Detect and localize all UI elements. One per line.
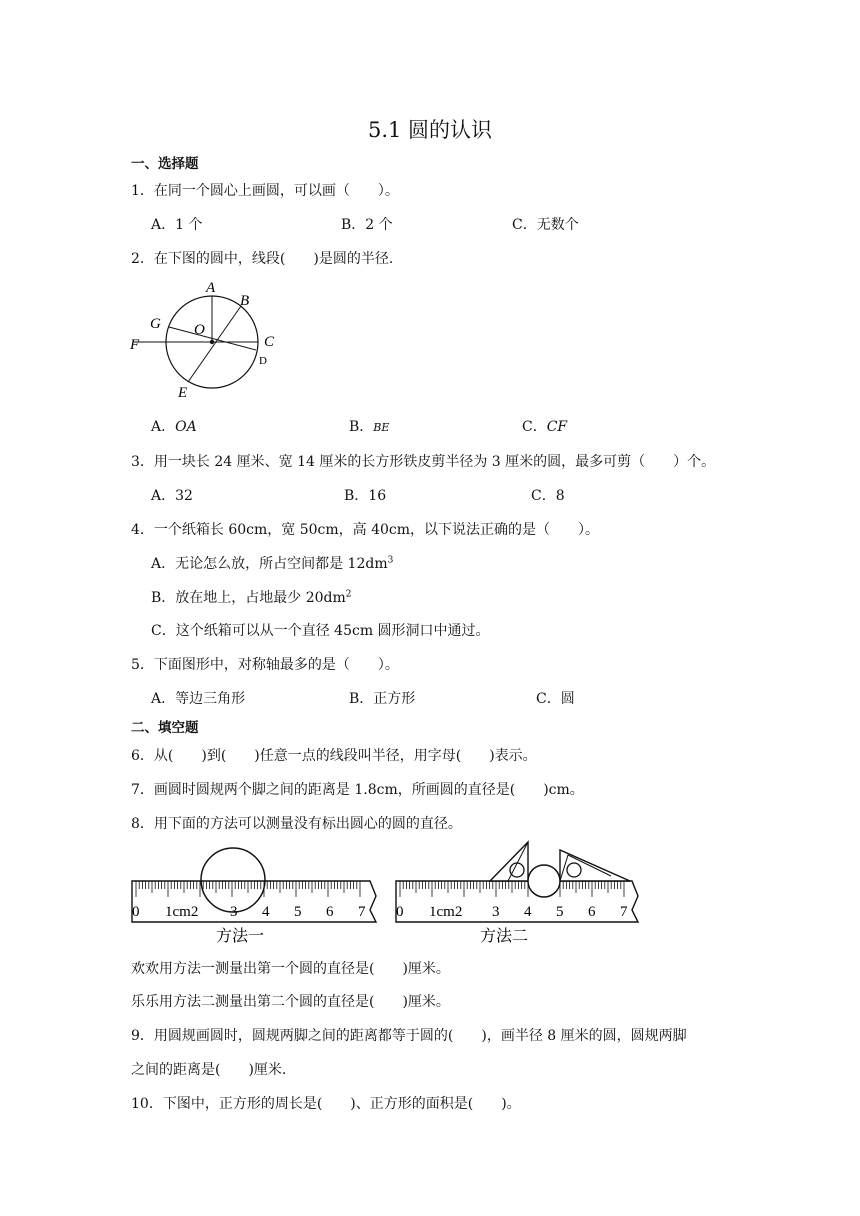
label-d: D xyxy=(259,355,267,367)
method-one-label: 方法一 xyxy=(216,928,265,945)
label-c: C xyxy=(264,334,275,350)
q1-option-c: C．无数个 xyxy=(512,217,579,233)
question-10: 10．下图中，正方形的周长是( )、正方形的面积是( )。 xyxy=(131,1096,521,1112)
q5-option-c: C．圆 xyxy=(536,691,575,707)
method-two-label: 方法二 xyxy=(480,928,529,945)
q1-option-a: A．1 个 xyxy=(151,217,203,233)
question-2: 2．在下图的圆中，线段( )是圆的半径. xyxy=(131,251,394,267)
circle-figure xyxy=(128,276,288,406)
ruler1-num-0: 0 xyxy=(132,904,140,920)
q2-option-a-value: OA xyxy=(175,419,197,435)
q4-option-b-sup: 2 xyxy=(345,589,352,600)
question-8-line-2: 乐乐用方法二测量出第二个圆的直径是( )厘米。 xyxy=(131,994,450,1010)
q4-option-a-text: A．无论怎么放，所占空间都是 12dm xyxy=(151,556,388,572)
question-7: 7．画圆时圆规两个脚之间的距离是 1.8cm，所画圆的直径是( )cm。 xyxy=(131,782,584,798)
ruler2-num-1: 1cm2 xyxy=(429,904,463,920)
question-8-line-1: 欢欢用方法一测量出第一个圆的直径是( )厘米。 xyxy=(131,961,450,977)
circle-on-ruler-two xyxy=(528,865,560,897)
question-4: 4．一个纸箱长 60cm，宽 50cm，高 40cm，以下说法正确的是（ ）。 xyxy=(131,522,600,538)
question-9-line-2: 之间的距离是( )厘米. xyxy=(131,1062,287,1078)
ruler2-num-6: 6 xyxy=(588,904,596,920)
ruler1-num-7: 7 xyxy=(358,904,366,920)
label-e: E xyxy=(178,385,188,401)
question-8: 8．用下面的方法可以测量没有标出圆心的圆的直径。 xyxy=(131,816,462,832)
ruler1-num-4: 4 xyxy=(262,904,270,920)
question-6: 6．从( )到( )任意一点的线段叫半径，用字母( )表示。 xyxy=(131,748,537,764)
ruler2-num-0: 0 xyxy=(396,904,404,920)
ruler2-num-5: 5 xyxy=(556,904,564,920)
q1-option-b: B．2 个 xyxy=(341,217,393,233)
q4-option-c: C．这个纸箱可以从一个直径 45cm 圆形洞口中通过。 xyxy=(151,623,490,639)
q2-option-a-prefix: A． xyxy=(151,419,176,435)
label-a: A xyxy=(206,280,216,296)
question-9-line-1: 9．用圆规画圆时，圆规两脚之间的距离都等于圆的( )，画半径 8 厘米的圆，圆规两脚 xyxy=(131,1028,687,1044)
label-g: G xyxy=(150,316,161,332)
ruler-figure xyxy=(128,838,648,948)
ruler1-num-3: 3 xyxy=(230,904,238,920)
ruler2-num-7: 7 xyxy=(620,904,628,920)
q2-option-b-value: BE xyxy=(373,421,390,434)
ruler1-num-5: 5 xyxy=(294,904,302,920)
q2-option-b xyxy=(349,416,389,436)
q4-option-b-text: B．放在地上，占地最少 20dm xyxy=(151,590,346,606)
section-heading-choice: 一、选择题 xyxy=(131,156,199,172)
q3-option-a: A．32 xyxy=(151,488,193,504)
section-heading-fill: 二、填空题 xyxy=(131,720,199,736)
q5-option-a: A．等边三角形 xyxy=(151,691,246,707)
question-3: 3．用一块长 24 厘米、宽 14 厘米的长方形铁皮剪半径为 3 厘米的圆，最多可剪（ ）个。 xyxy=(131,454,716,470)
ruler2-num-3: 3 xyxy=(492,904,500,920)
q4-option-a-sup: 3 xyxy=(387,555,394,566)
ruler1-num-6: 6 xyxy=(326,904,334,920)
q2-option-b-prefix: B． xyxy=(349,419,374,435)
ruler1-num-1: 1cm2 xyxy=(165,904,199,920)
question-1: 1．在同一个圆心上画圆，可以画（ ）。 xyxy=(131,183,399,199)
q2-option-a xyxy=(151,416,197,436)
q2-option-c-value: CF xyxy=(546,419,568,435)
page-title: 5.1 圆的认识 xyxy=(367,118,493,142)
q3-option-b: B．16 xyxy=(344,488,387,504)
q4-option-b xyxy=(151,587,352,607)
q3-option-c: C．8 xyxy=(531,488,565,504)
ruler2-num-4: 4 xyxy=(524,904,532,920)
q2-option-c xyxy=(522,416,567,436)
ruler-method-two xyxy=(396,842,638,945)
q5-option-b: B．正方形 xyxy=(349,691,416,707)
q2-option-c-prefix: C． xyxy=(522,419,547,435)
label-b: B xyxy=(240,293,250,309)
label-o: O xyxy=(194,322,205,338)
question-5: 5．下面图形中，对称轴最多的是（ ）。 xyxy=(131,657,399,673)
label-f: F xyxy=(130,337,140,353)
ruler-method-one xyxy=(132,848,376,945)
q4-option-a xyxy=(151,553,393,573)
